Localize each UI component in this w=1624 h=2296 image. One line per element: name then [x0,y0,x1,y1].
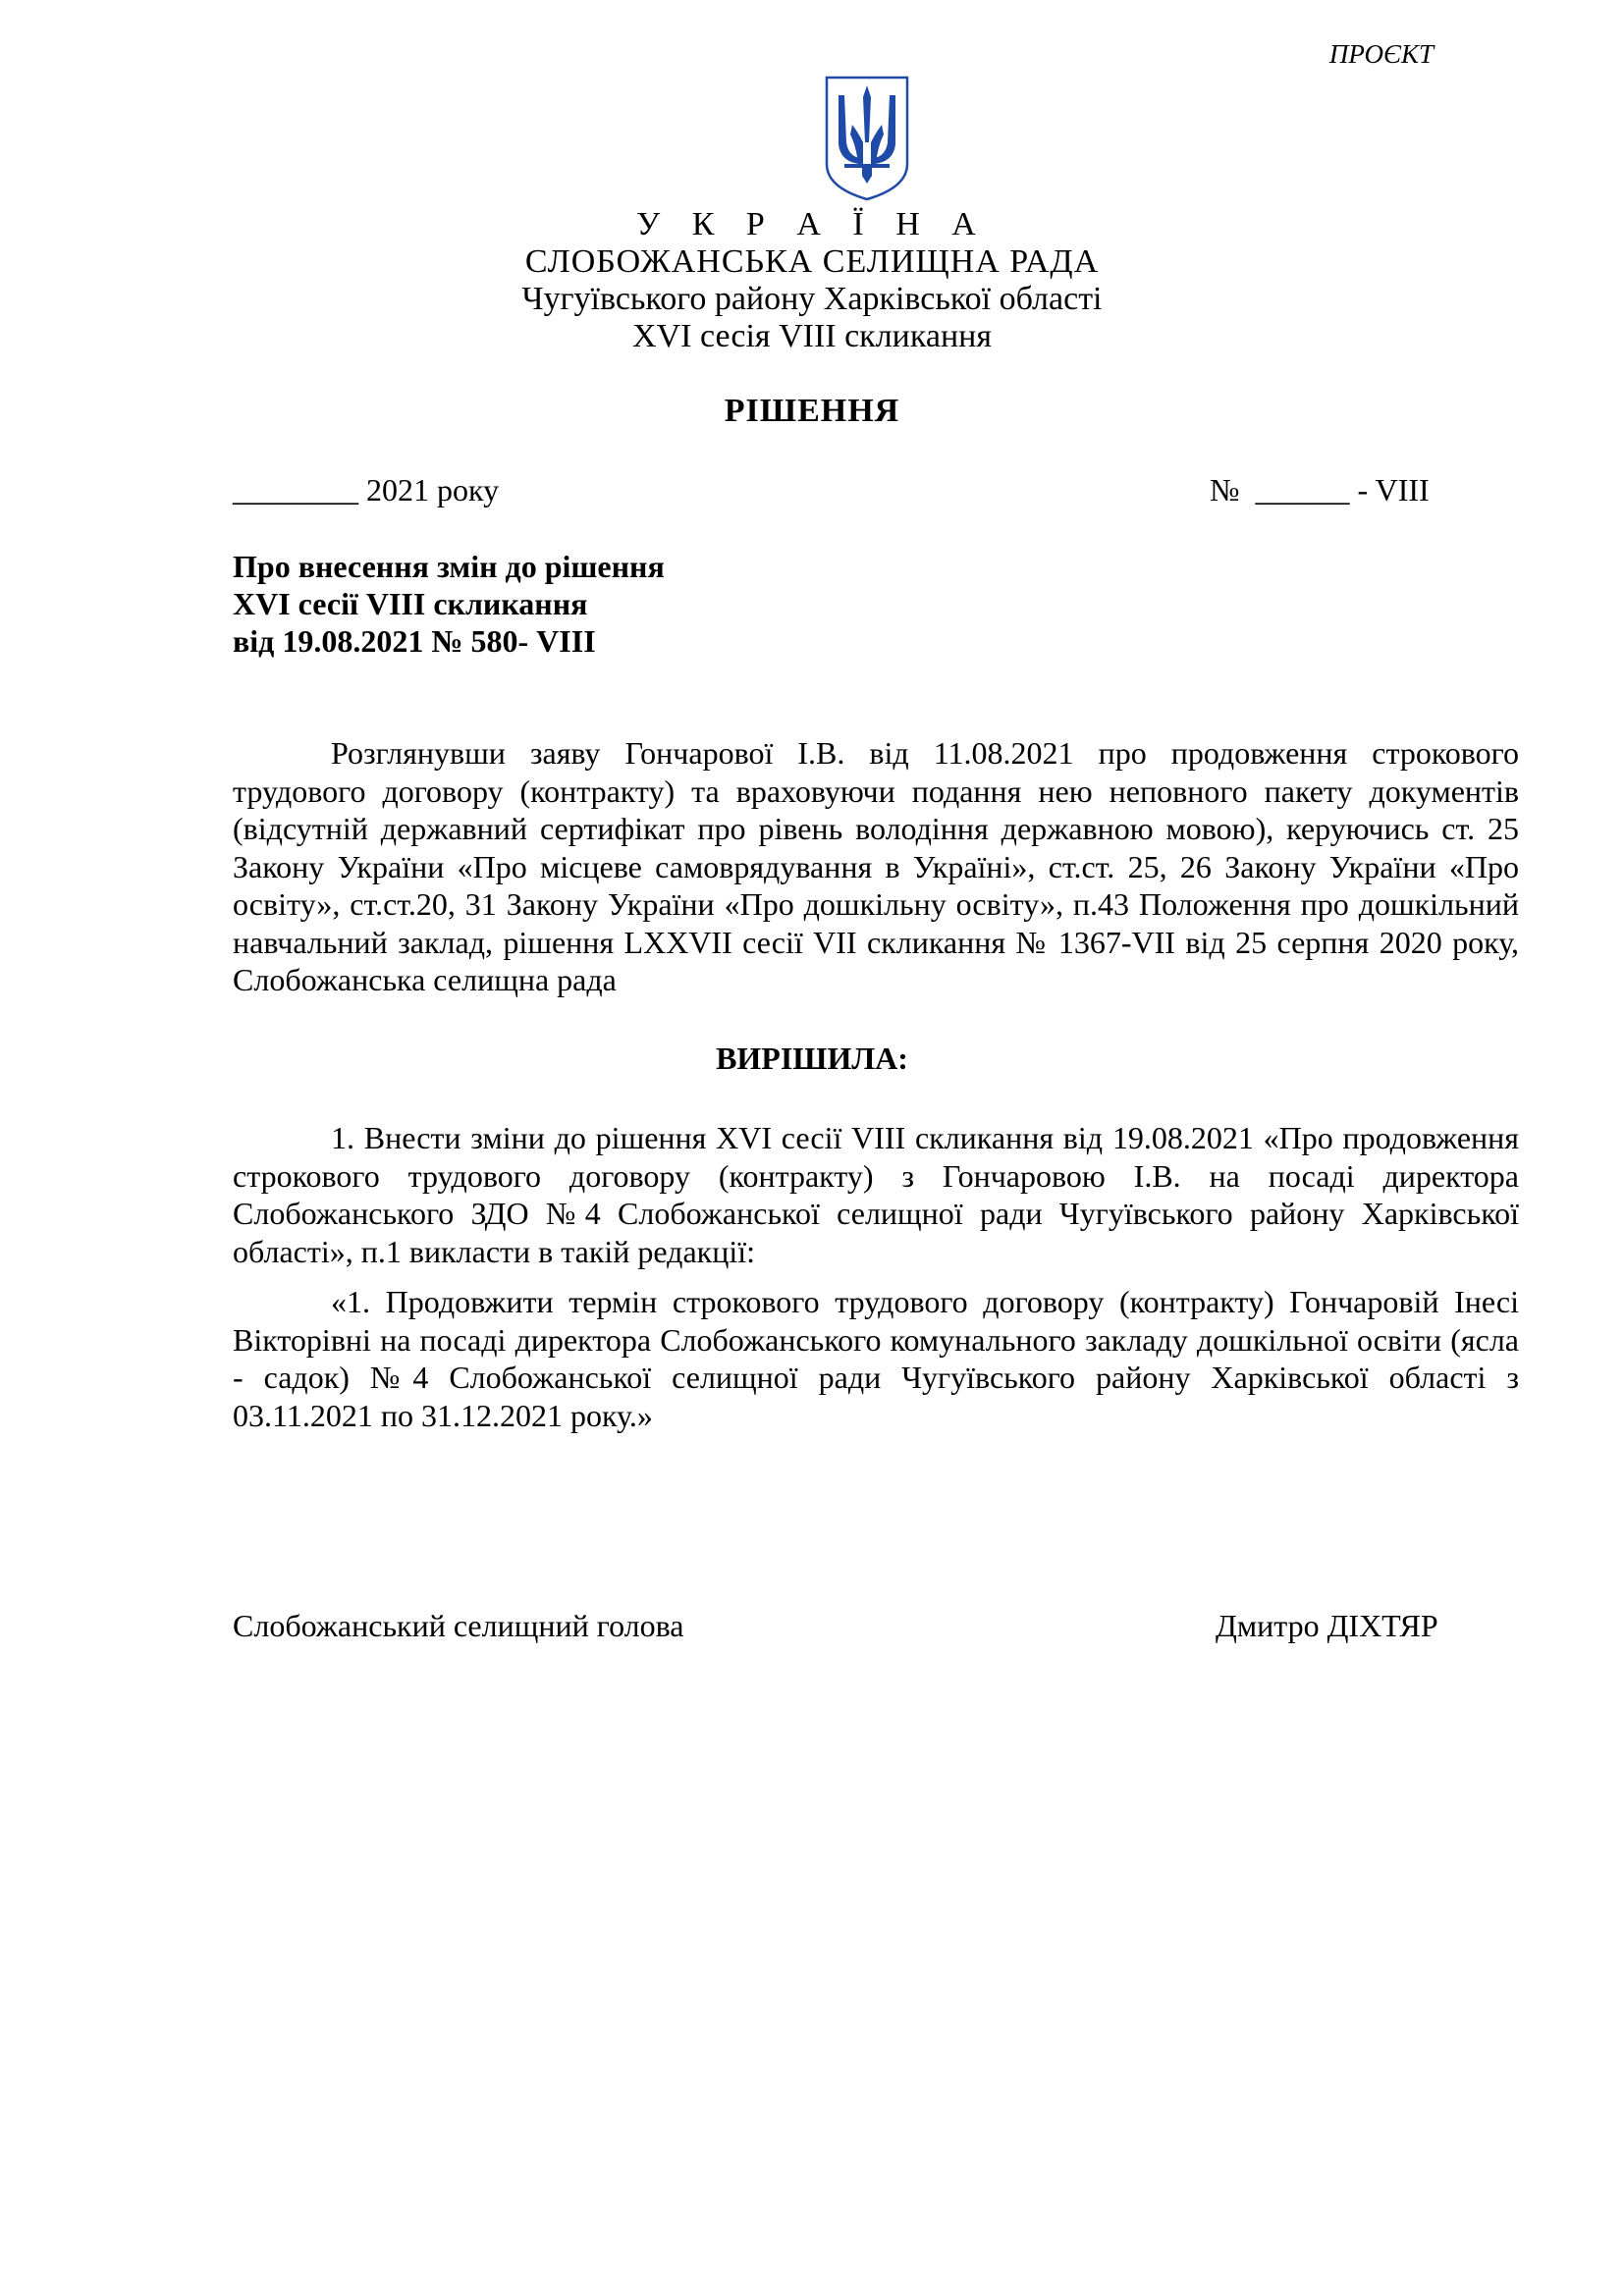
session-line: XVI сесія VIII скликання [632,318,992,354]
district-name: Чугуївського району Харківської області [521,281,1103,317]
decision-item-1: 1. Внести зміни до рішення XVI сесії VIII скликання від 19.08.2021 «Про продовження строкового трудового договору (контракту) з Гончаровою І.В. на посаді директора Слобожанського ЗДО №4 Слобожанської селищної ради Чугуївського району Харківської області», п.1 викласти в такій редакції: [233,1120,1519,1269]
decision-subject [233,548,920,660]
decision-number: № ______ - VIII [1210,472,1430,507]
country-name: У К Р А Ї Н А [636,206,988,242]
trident-coat-of-arms-icon [823,74,911,203]
decision-item-1-quote: «1. Продовжити термін строкового трудового договору (контракту) Гончаровій Інесі Вікторівні на посаді директора Слобожанського комунального закладу дошкільної освіти (ясла - садок) №4 Слобожанської селищної ради Чугуївського району Харківської області з 03.11.2021 по 31.12.2021 року.» [233,1284,1519,1433]
resolved-heading: ВИРІШИЛА: [716,1041,908,1076]
draft-label: ПРОЄКТ [1328,39,1434,69]
preamble-paragraph: Розглянувши заяву Гончарової І.В. від 11.08.2021 про продовження строкового трудового договору (контракту) та враховуючи подання нею неповного пакету документів (відсутній державний сертифікат про рівень володіння державною мовою), керуючись ст. 25 Закону України «Про місцеве самоврядування в Україні», ст.ст. 25, 26 Закону України «Про освіту», ст.ст.20, 31 Закону України «Про дошкільну освіту», п.43 Положення про дошкільний навчальний заклад, рішення LXXVII сесії VII скликання № 1367-VII від 25 серпня 2020 року, Слобожанська селищна рада [233,735,1519,997]
subject-line: від 19.08.2021 № 580- VIII [233,623,596,659]
signatory-name: Дмитро ДІХТЯР [1216,1608,1438,1643]
document-type-title: РІШЕННЯ [724,393,900,429]
council-name: СЛОБОЖАНСЬКА СЕЛИЩНА РАДА [524,243,1100,280]
subject-line: XVI сесії VIII скликання [233,586,588,621]
signatory-position: Слобожанський селищний голова [233,1608,684,1643]
subject-line: Про внесення змін до рішення [233,549,665,584]
decision-date: ________ 2021 року [233,472,500,507]
